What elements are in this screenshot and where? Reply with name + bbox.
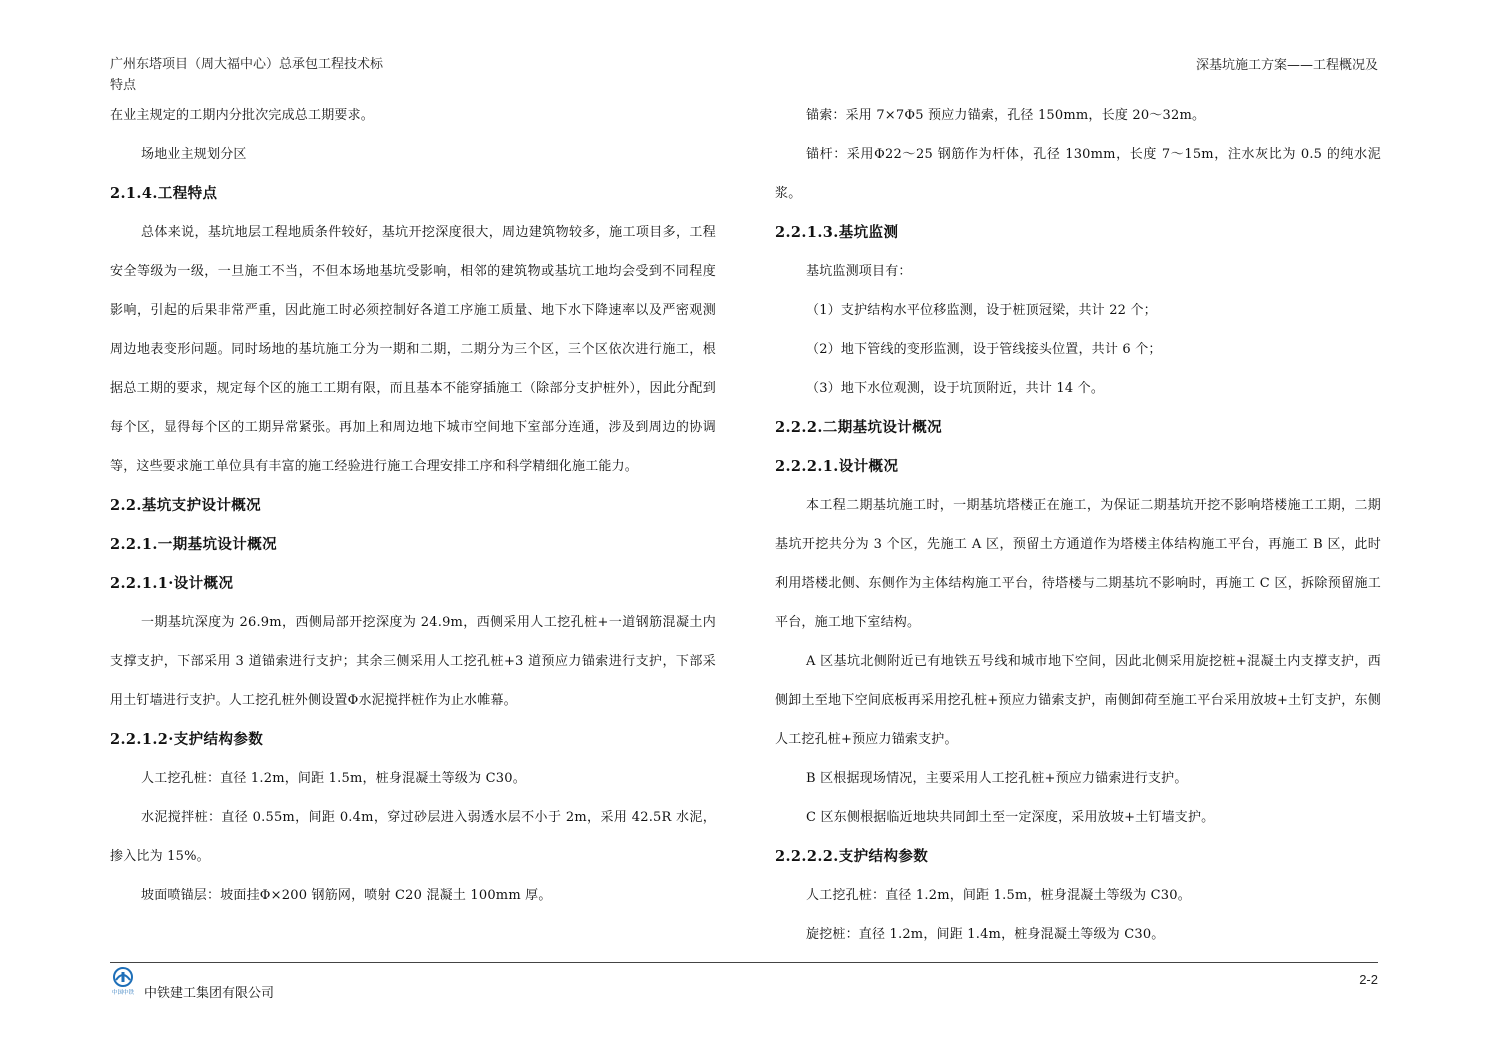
right-column [775,96,1381,954]
document-title: 广州东塔项目（周大福中心）总承包工程技术标 [110,57,384,72]
paragraph: 总体来说，基坑地层工程地质条件较好，基坑开挖深度很大，周边建筑物较多，施工项目多，工程安全等级为一级，一旦施工不当，不但本场地基坑受影响，相邻的建筑物或基坑工地均会受到不同程度影响，引起的后果非常严重，因此施工时必须控制好各道工序施工质量、地下水下降速率以及严密观测周边地表变形问题。同时场地的基坑施工分为一期和二期，二期分为三个区，三个区依次进行施工，根据总工期的要求，规定每个区的施工工期有限，而且基本不能穿插施工（除部分支护桩外），因此分配到每个区，显得每个区的工期异常紧张。再加上和周边地下城市空间地下室部分连通，涉及到周边的协调等，这些要求施工单位具有丰富的施工经验进行施工合理安排工序和科学精细化施工能力。 [110,225,716,474]
paragraph: （1）支护结构水平位移监测，设于桩顶冠梁，共计 22 个； [806,303,1157,318]
footer-divider [110,962,1378,963]
section-heading: 2.2.1.1·设计概况 [110,575,234,592]
company-logo-icon [110,966,136,996]
paragraph: 人工挖孔桩：直径 1.2m，间距 1.5m，桩身混凝土等级为 C30。 [806,888,1191,903]
paragraph: 人工挖孔桩：直径 1.2m，间距 1.5m，桩身混凝土等级为 C30。 [141,771,526,786]
paragraph: 水泥搅拌桩：直径 0.55m，间距 0.4m，穿过砂层进入弱透水层不小于 2m，采用 42.5R 水泥，掺入比为 15%。 [110,810,716,864]
paragraph: 在业主规定的工期内分批次完成总工期要求。 [110,108,375,123]
header-section-title: 深基坑施工方案——工程概况及 [1195,58,1378,73]
paragraph: 一期基坑深度为 26.9m，西侧局部开挖深度为 24.9m，西侧采用人工挖孔桩+一道钢筋混凝土内支撑支护，下部采用 3 道锚索进行支护；其余三侧采用人工挖孔桩+3 道预应力锚索进行支护，下部采用土钉墙进行支护。人工挖孔桩外侧设置Φ水泥搅拌桩作为止水帷幕。 [110,615,716,708]
paragraph: 本工程二期基坑施工时，一期基坑塔楼正在施工，为保证二期基坑开挖不影响塔楼施工工期，二期基坑开挖共分为 3 个区，先施工 A 区，预留土方通道作为塔楼主体结构施工平台，再施工 B 区，此时利用塔楼北侧、东侧作为主体结构施工平台，待塔楼与二期基坑不影响时，再施工 C 区，拆除预留施工平台，施工地下室结构。 [775,498,1381,630]
paragraph: A 区基坑北侧附近已有地铁五号线和城市地下空间，因此北侧采用旋挖桩+混凝土内支撑支护，西侧卸土至地下空间底板再采用挖孔桩+预应力锚索支护，南侧卸荷至施工平台采用放坡+土钉支护，东侧人工挖孔桩+预应力锚索支护。 [775,654,1381,747]
section-heading: 2.2.1.一期基坑设计概况 [110,536,278,553]
paragraph: C 区东侧根据临近地块共同卸土至一定深度，采用放坡+土钉墙支护。 [806,810,1215,825]
section-heading: 2.2.1.2·支护结构参数 [110,731,264,748]
logo-text: 中国中铁 [111,990,135,996]
paragraph: 锚索：采用 7×7Φ5 预应力锚索，孔径 150mm，长度 20～32m。 [806,108,1206,123]
section-heading: 2.2.1.3.基坑监测 [775,224,899,241]
paragraph: （2）地下管线的变形监测，设于管线接头位置，共计 6 个； [806,342,1162,357]
page-number: 2-2 [1359,972,1378,987]
paragraph: 场地业主规划分区 [141,147,247,162]
paragraph: 坡面喷锚层：坡面挂Φ×200 钢筋网，喷射 C20 混凝土 100mm 厚。 [141,888,552,903]
paragraph: 锚杆：采用Φ22～25 钢筋作为杆体，孔径 130mm，长度 7～15m，注水灰比为 0.5 的纯水泥浆。 [775,147,1381,201]
section-heading: 2.1.4.工程特点 [110,185,218,202]
paragraph: B 区根据现场情况，主要采用人工挖孔桩+预应力锚索进行支护。 [806,771,1188,786]
section-heading: 2.2.基坑支护设计概况 [110,497,262,514]
paragraph: 基坑监测项目有： [806,264,912,279]
paragraph: （3）地下水位观测，设于坑顶附近，共计 14 个。 [806,381,1105,396]
section-heading: 2.2.2.2.支护结构参数 [775,848,929,865]
company-name: 中铁建工集团有限公司 [144,986,275,1001]
section-heading: 2.2.2.1.设计概况 [775,458,899,475]
document-title-cont: 特点 [110,78,137,93]
header-left [110,54,383,96]
paragraph: 旋挖桩：直径 1.2m，间距 1.4m，桩身混凝土等级为 C30。 [806,927,1165,942]
section-heading: 2.2.2.二期基坑设计概况 [775,419,943,436]
left-column [110,96,716,915]
